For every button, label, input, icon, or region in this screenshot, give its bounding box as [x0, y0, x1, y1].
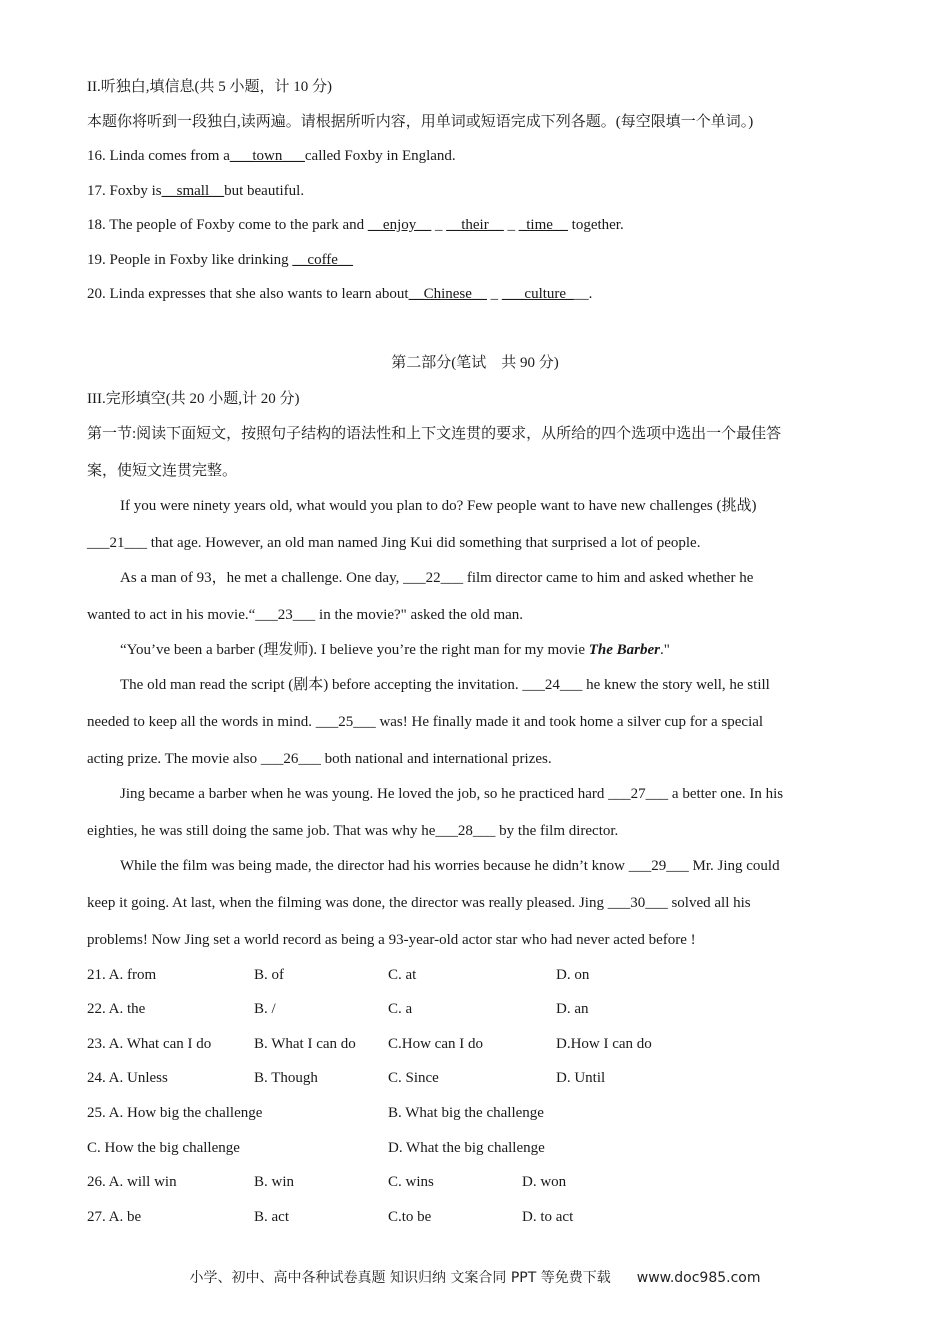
option-24-b: B. Though	[254, 1070, 318, 1086]
passage-p6-line-3: problems! Now Jing set a world record as being a 93-year-old actor star who had never acted before !	[87, 932, 696, 948]
option-22-c: C. a	[388, 1001, 413, 1017]
q19-answer: __coffe_	[292, 252, 346, 268]
option-25-a: 25. A. How big the challenge	[87, 1105, 263, 1121]
option-27-d: D. to act	[522, 1209, 574, 1225]
option-23-c: C.How can I do	[388, 1036, 483, 1052]
option-25-d: D. What the big challenge	[388, 1140, 545, 1156]
option-26-d: D. won	[522, 1174, 567, 1190]
option-21-d: D. on	[556, 967, 590, 983]
option-22-d: D. an	[556, 1001, 589, 1017]
q18-answer-1: __enjoy__	[367, 217, 432, 233]
option-26-c: C. wins	[388, 1174, 434, 1190]
option-24-d: D. Until	[556, 1070, 606, 1086]
cloze-instruction-line-1: 第一节:阅读下面短文，按照句子结构的语法性和上下文连贯的要求，从所给的四个选项中选出一个最佳答	[87, 426, 782, 442]
q20-text: 20. Linda expresses that she also wants to learn about	[87, 286, 409, 302]
passage-p4-line-3: acting prize. The movie also ___26___ both national and international prizes.	[87, 751, 552, 767]
listening-instruction: 本题你将听到一段独白,读两遍。请根据所听内容，用单词或短语完成下列各题。(每空限填一个单词。)	[87, 114, 754, 130]
option-25-b: B. What big the challenge	[388, 1105, 544, 1121]
footer-text: 小学、初中、高中各种试卷真题 知识归纳 文案合同 PPT 等免费下载	[189, 1270, 611, 1286]
question-19	[87, 250, 353, 270]
page-footer	[0, 1268, 950, 1288]
passage-p4-line-1: The old man read the script (剧本) before accepting the invitation. ___24___ he knew the story well, he still	[120, 677, 770, 693]
q17-text: 17. Foxby is	[87, 183, 162, 199]
option-27-c: C.to be	[388, 1209, 432, 1225]
option-21-b: B. of	[254, 967, 284, 983]
q20-answer-1: __Chinese__	[408, 286, 487, 302]
passage-p2-line-1: As a man of 93，he met a challenge. One day, ___22___ film director came to him and asked whether he	[120, 570, 754, 586]
q17-answer: __small__	[161, 183, 225, 199]
option-26-a: 26. A. will win	[87, 1174, 177, 1190]
passage-p3-text: “You’ve been a barber (理发师). I believe you’re the right man for my movie	[120, 642, 589, 658]
passage-p1-line-2: ___21___ that age. However, an old man named Jing Kui did something that surprised a lot of people.	[87, 535, 701, 551]
q18-text-end: together.	[567, 217, 624, 233]
passage-p1-line-1: If you were ninety years old, what would you plan to do? Few people want to have new challenges (挑战)	[120, 498, 757, 514]
passage-p6-line-2: keep it going. At last, when the filming was done, the director was really pleased. Jing ___30___ solved all his	[87, 895, 751, 911]
option-22-b: B. /	[254, 1001, 276, 1017]
option-23-a: 23. A. What can I do	[87, 1036, 212, 1052]
q19-text: 19. People in Foxby like drinking	[87, 252, 293, 268]
option-24-c: C. Since	[388, 1070, 439, 1086]
q20-answer-2: ___culture_	[501, 286, 574, 302]
q18-text: 18. The people of Foxby come to the park and	[87, 217, 368, 233]
q18-answer-3: _time__	[518, 217, 568, 233]
passage-p4-line-2: needed to keep all the words in mind. ___25___ was! He finally made it and took home a silver cup for a special	[87, 714, 764, 730]
passage-p6-line-1: While the film was being made, the director had his worries because he didn’t know ___29___ Mr. Jing could	[120, 858, 780, 874]
q18-gap-1: _	[431, 217, 447, 233]
footer-url[interactable]: www.doc985.com	[636, 1270, 761, 1286]
question-16	[87, 146, 456, 166]
option-25-c: C. How the big challenge	[87, 1140, 240, 1156]
q20-gap-1: _	[486, 286, 502, 302]
passage-p5-line-2: eighties, he was still doing the same job. That was why he___28___ by the film director.	[87, 823, 619, 839]
question-20	[87, 284, 592, 304]
q17-text-end: but beautiful.	[224, 183, 305, 199]
passage-p3-end: ."	[660, 642, 670, 658]
option-27-a: 27. A. be	[87, 1209, 142, 1225]
option-21-a: 21. A. from	[87, 967, 157, 983]
passage-p2-line-2: wanted to act in his movie.“___23___ in the movie?" asked the old man.	[87, 607, 524, 623]
option-23-d: D.How I can do	[556, 1036, 652, 1052]
question-18	[87, 215, 624, 235]
q20-text-end: __.	[573, 286, 593, 302]
option-24-a: 24. A. Unless	[87, 1070, 168, 1086]
cloze-heading: III.完形填空(共 20 小题,计 20 分)	[87, 391, 300, 407]
option-22-a: 22. A. the	[87, 1001, 146, 1017]
option-23-b: B. What I can do	[254, 1036, 356, 1052]
option-27-b: B. act	[254, 1209, 289, 1225]
q16-answer: ___town___	[229, 148, 305, 164]
q16-text: 16. Linda comes from a	[87, 148, 230, 164]
written-part-title: 第二部分(笔试 共 90 分)	[391, 355, 559, 371]
movie-title: The Barber	[588, 642, 660, 658]
cloze-instruction-line-2: 案，使短文连贯完整。	[87, 463, 238, 479]
listening-heading: II.听独白,填信息(共 5 小题，计 10 分)	[87, 79, 332, 95]
q18-answer-2: __their__	[446, 217, 504, 233]
passage-p5-line-1: Jing became a barber when he was young. He loved the job, so he practiced hard ___27___ a better one. In his	[120, 786, 784, 802]
q18-gap-2: _	[503, 217, 519, 233]
option-21-c: C. at	[388, 967, 417, 983]
question-17	[87, 181, 304, 201]
option-26-b: B. win	[254, 1174, 295, 1190]
q19-text-end: _	[345, 252, 353, 268]
q16-text-end: called Foxby in England.	[304, 148, 456, 164]
passage-p3	[120, 640, 670, 660]
